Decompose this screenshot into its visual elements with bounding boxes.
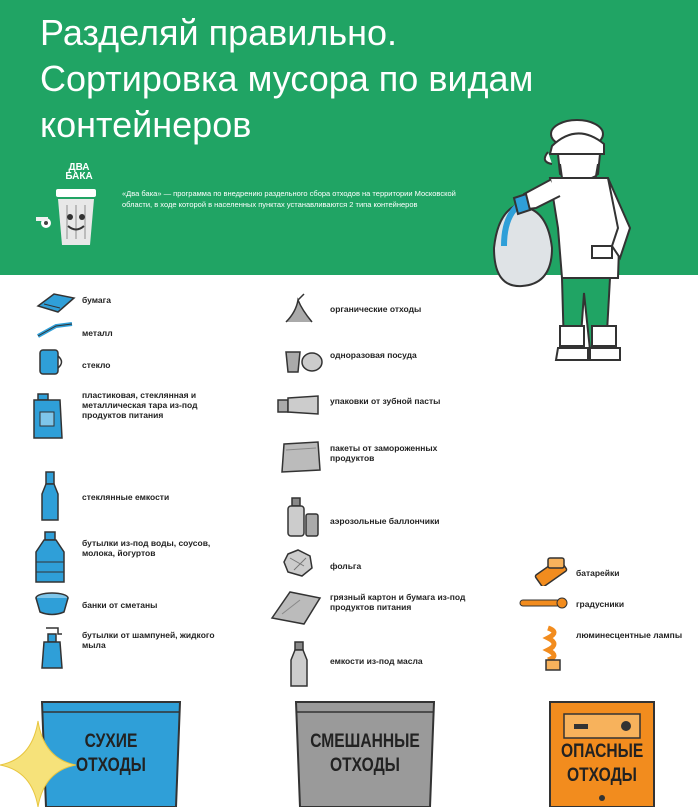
hazard-item-batteries: батарейки xyxy=(576,568,620,578)
dry-item-sour-cream-jars: банки от сметаны xyxy=(82,600,158,610)
paper-icon xyxy=(36,292,76,314)
dry-item-paper: бумага xyxy=(82,295,111,305)
jar-icon xyxy=(34,592,70,616)
worker-illustration xyxy=(480,118,650,368)
hazard-bin-label-text: ОПАСНЫЕ ОТХОДЫ xyxy=(561,741,644,786)
mixed-item-dirty-cardboard: грязный картон и бумага из-под продуктов питания xyxy=(330,592,466,612)
mixed-bin-label xyxy=(304,730,427,778)
mixed-item-tableware: одноразовая посуда xyxy=(330,350,417,360)
dva-baka-logo xyxy=(34,163,104,251)
toothpaste-icon xyxy=(274,392,324,418)
hazard-item-thermometers: градусники xyxy=(576,599,625,609)
mixed-item-frozen-bags: пакеты от замороженных продуктов xyxy=(330,443,438,463)
program-description: «Два бака» — программа по внедрению раздельного сбора отходов на территории Московской области, в ходе которой в населенных пунктах устанавливаются 2 типа контейнеров xyxy=(122,189,456,209)
sparkle-icon xyxy=(0,715,80,807)
battery-icon xyxy=(532,552,572,586)
mixed-item-toothpaste: упаковки от зубной пасты xyxy=(330,396,441,406)
title-line-2: Сортировка мусора по видам xyxy=(40,58,534,99)
title-line-3: контейнеров xyxy=(40,104,252,145)
aerosol-icon xyxy=(284,496,324,538)
logo-text: ДВА БАКА xyxy=(65,162,93,182)
dry-item-glass-vessels: стеклянные емкости xyxy=(82,492,170,502)
thermometer-icon xyxy=(518,596,568,610)
glass-icon xyxy=(36,348,66,376)
dry-item-bottles: бутылки из-под воды, соусов, молока, йогуртов xyxy=(82,538,211,558)
frozen-bag-icon xyxy=(280,440,322,474)
dry-bin-label-text: СУХИЕ ОТХОДЫ xyxy=(76,731,146,776)
mixed-item-aerosols: аэрозольные баллончики xyxy=(330,516,440,526)
metal-icon xyxy=(36,322,76,340)
hazard-item-lamps: люминесцентные лампы xyxy=(576,630,683,640)
mixed-item-oil-containers: емкости из-под масла xyxy=(330,656,423,666)
dry-item-food-containers: пластиковая, стеклянная и металлическая тара из-под продуктов питания xyxy=(82,390,198,420)
dry-item-shampoo-bottles: бутылки от шампуней, жидкого мыла xyxy=(82,630,215,650)
mixed-bin-label-text: СМЕШАННЫЕ ОТХОДЫ xyxy=(310,731,420,776)
mixed-item-foil: фольга xyxy=(330,561,362,571)
water-jug-icon xyxy=(32,530,68,586)
disposable-tableware-icon xyxy=(282,346,324,374)
container-icon xyxy=(30,392,66,440)
title-line-1: Разделяй правильно. xyxy=(40,12,398,53)
dry-item-metal: металл xyxy=(82,328,113,338)
hazard-bin-label xyxy=(556,740,648,788)
page-title xyxy=(40,10,533,148)
dirty-cardboard-icon xyxy=(270,588,322,628)
fluorescent-lamp-icon xyxy=(542,624,566,672)
oil-bottle-icon xyxy=(288,640,310,688)
shampoo-bottle-icon xyxy=(38,626,66,670)
mixed-item-organic: органические отходы xyxy=(330,304,422,314)
dry-item-glass: стекло xyxy=(82,360,111,370)
glass-bottle-icon xyxy=(38,470,62,522)
foil-icon xyxy=(282,548,314,578)
organic-waste-icon xyxy=(280,292,318,328)
